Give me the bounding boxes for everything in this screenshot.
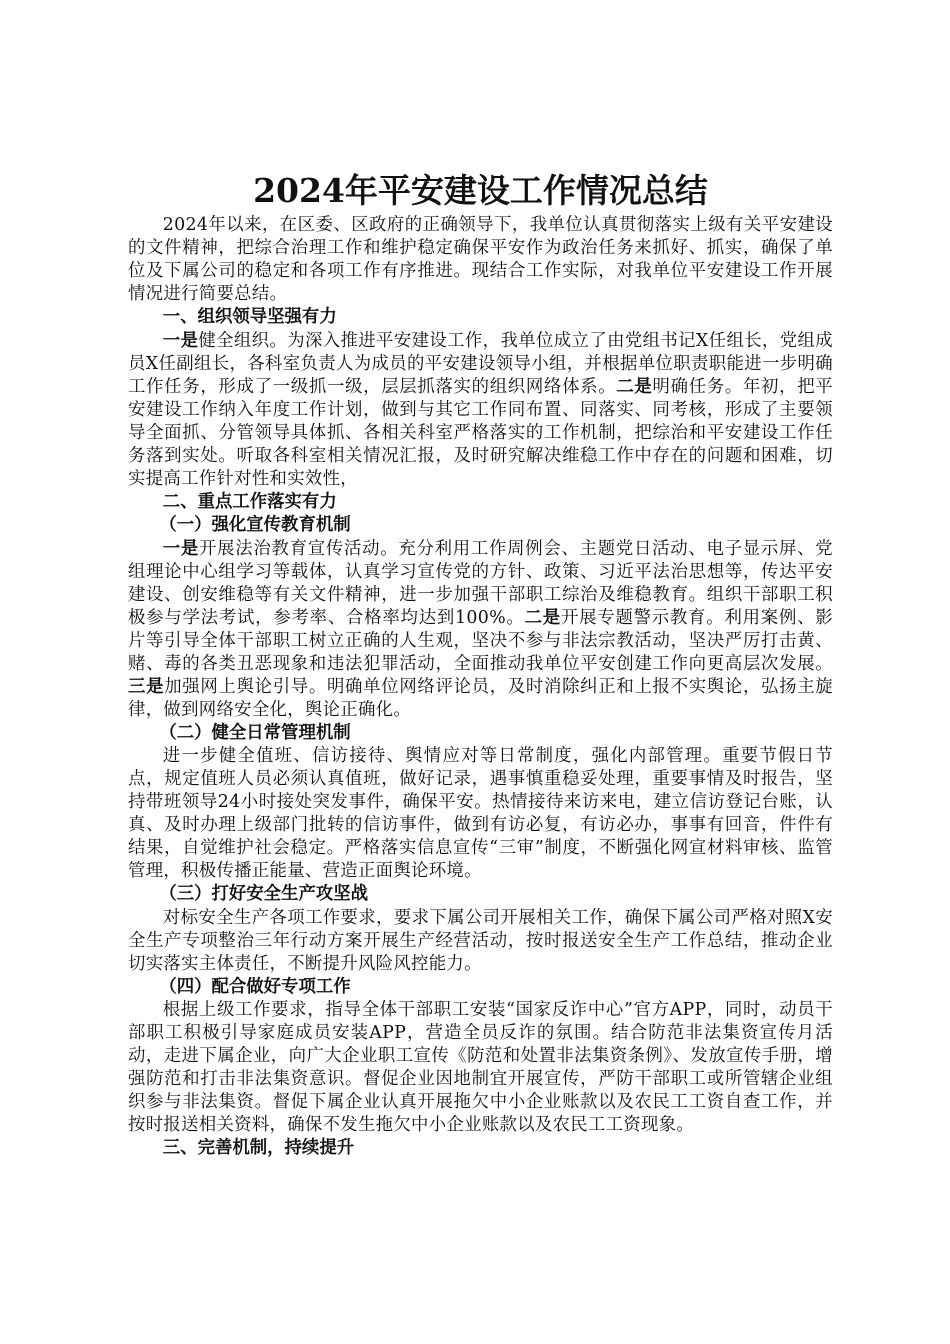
sub1-text-1: 开展法治教育宣传活动。充分利用工作周例会、主题党日活动、电子显示屏、党组理论中心组学习等载体，认真学习宣传党的方针、政策、习近平法治思想等，传达平安建设、创安维稳等有关文件精神，进一步加强干部职工综治及维稳教育。组织干部职工积极参与学法考试，参考率、合格率均达到100%。	[128, 538, 833, 628]
sub1-text-3: 加强网上舆论引导。明确单位网络评论员，及时消除纠正和上报不实舆论，弘扬主旋律，做到网络安全化，舆论正确化。	[128, 676, 833, 720]
sub3-heading: （三）打好安全生产攻坚战	[159, 884, 369, 904]
section1-text-2: 明确任务。年初，把平安建设工作纳入年度工作计划，做到与其它工作同布置、同落实、同考核，形成了主要领导全面抓、分管领导具体抓、各相关科室严格落实的工作机制，把综治和平安建设工作任务落到实处。听取各科室相关情况汇报，及时研究解决维稳工作中存在的问题和困难，切实提高工作针对性和实效性，	[128, 376, 833, 489]
section1-lead-1: 一是	[162, 330, 199, 351]
sub1-text-2: 开展专题警示教育。利用案例、影片等引导全体干部职工树立正确的人生观，坚决不参与非法宗教活动，坚决严厉打击黄、赌、毒的各类丑恶现象和违法犯罪活动，全面推动我单位平安创建工作向更高层次发展。	[128, 607, 833, 674]
section1-text-1: 健全组织。为深入推进平安建设工作，我单位成立了由党组书记X任组长，党组成员X任副组长，各科室负责人为成员的平安建设领导小组，并根据单位职责职能进一步明确工作任务，形成了一级抓一级，层层抓落实的组织网络体系。	[128, 330, 833, 397]
sub2-paragraph: 进一步健全值班、信访接待、舆情应对等日常制度，强化内部管理。重要节假日节点，规定值班人员必须认真值班，做好记录，遇事慎重稳妥处理，重要事情及时报告，坚持带班领导24小时接处突发事件，确保平安。热情接待来访来电，建立信访登记台账，认真、及时办理上级部门批转的信访事件，做到有访必复，有访必办，事事有回音，件件有结果，自觉维护社会稳定。严格落实信息宣传“三审”制度，不断强化网宣材料审核、监管管理，积极传播正能量、营造正面舆论环境。	[128, 746, 833, 881]
sub2-heading: （二）健全日常管理机制	[159, 722, 351, 743]
sub4-heading: （四）配合做好专项工作	[159, 976, 351, 997]
document-page	[128, 168, 833, 1161]
section3-heading: 三、完善机制，持续提升	[162, 1138, 355, 1158]
sub3-paragraph: 对标安全生产各项工作要求，要求下属公司开展相关工作，确保下属公司严格对照X安全生产专项整治三年行动方案开展生产经营活动，按时报送安全生产工作总结，推动企业切实落实主体责任，不断提升风险风控能力。	[128, 907, 833, 974]
sub1-lead-2: 二是	[524, 607, 561, 628]
sub1-lead-1: 一是	[162, 538, 200, 559]
intro-paragraph: 2024年以来，在区委、区政府的正确领导下，我单位认真贯彻落实上级有关平安建设的文件精神，把综合治理工作和维护稳定确保平安作为政治任务来抓好、抓实，确保了单位及下属公司的稳定和各项工作有序推进。现结合工作实际，对我单位平安建设工作开展情况进行简要总结。	[128, 215, 833, 304]
document-title: 2024年平安建设工作情况总结	[253, 171, 708, 210]
section2-heading: 二、重点工作落实有力	[162, 491, 337, 512]
sub1-heading: （一）强化宣传教育机制	[159, 515, 351, 535]
sub1-paragraph	[128, 538, 833, 722]
sub4-paragraph: 根据上级工作要求，指导全体干部职工安装“国家反诈中心”官方APP，同时，动员干部职工积极引导家庭成员安装APP，营造全员反诈的氛围。结合防范非法集资宣传月活动，走进下属企业，向广大企业职工宣传《防范和处置非法集资条例》、发放宣传手册，增强防范和打击非法集资意识。督促企业因地制宜开展宣传，严防干部职工或所管辖企业组织参与非法集资。督促下属企业认真开展拖欠中小企业账款以及农民工工资自查工作，并按时报送相关资料，确保不发生拖欠中小企业账款以及农民工工资现象。	[128, 1000, 833, 1135]
section1-paragraph	[128, 330, 833, 491]
sub1-lead-3: 三是	[128, 676, 165, 697]
section1-lead-2: 二是	[616, 376, 653, 397]
section1-heading: 一、组织领导坚强有力	[162, 307, 337, 327]
